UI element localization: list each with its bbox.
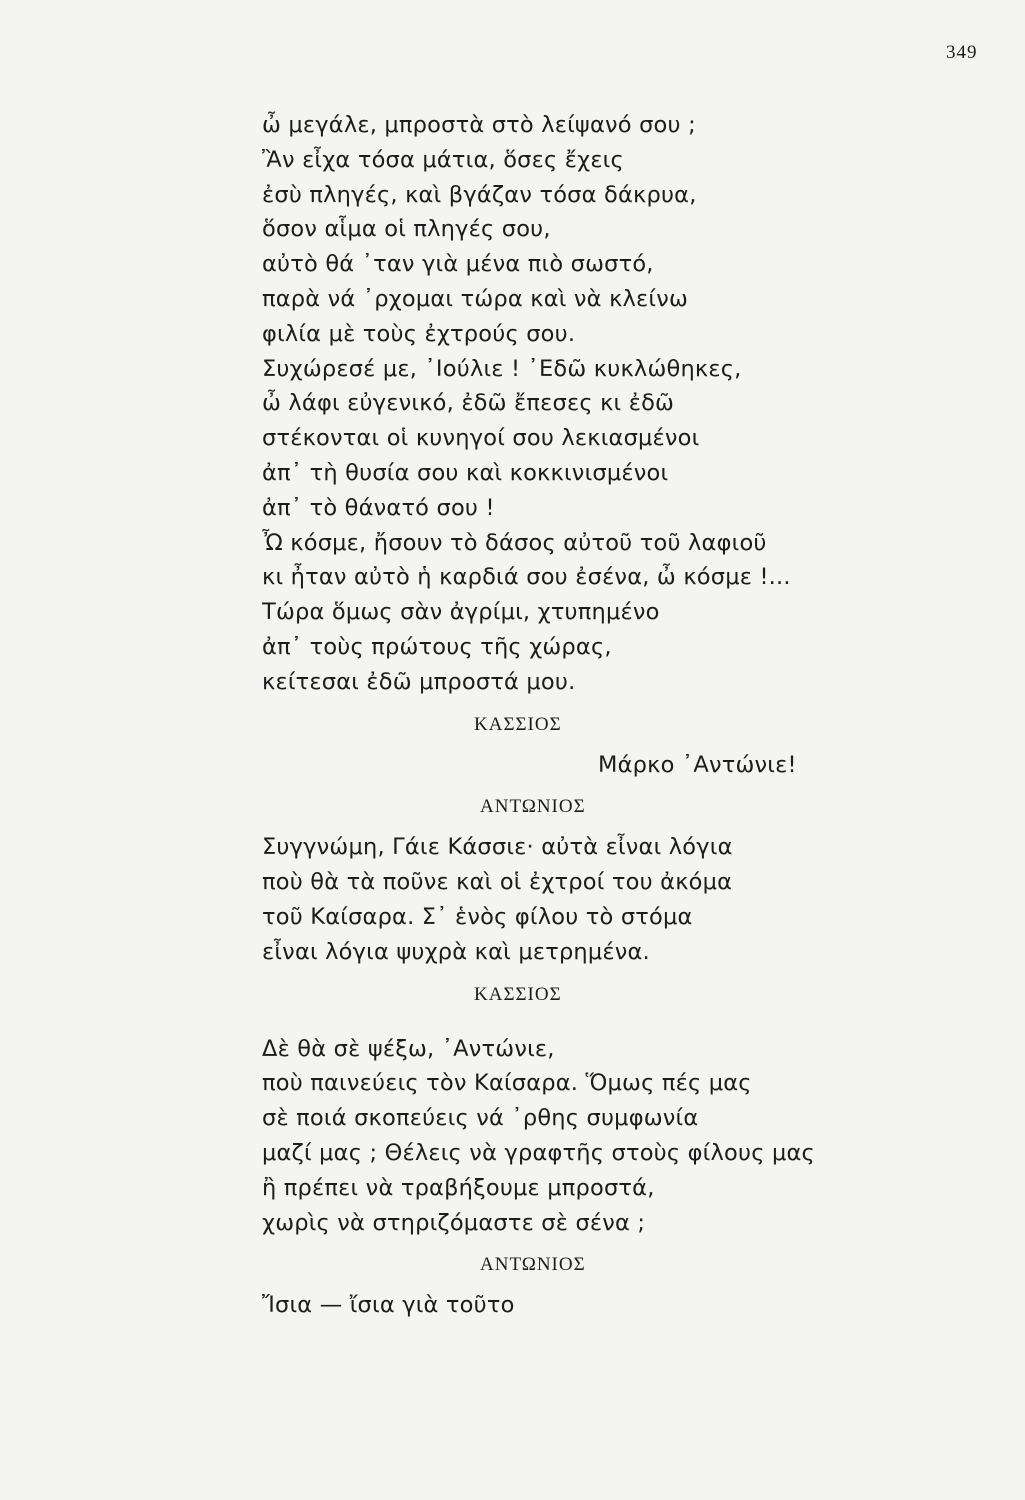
text-line: σὲ ποιά σκοπεύεις νά ᾽ρθης συμφωνία [262,1105,699,1132]
text-line: ποὺ παινεύεις τὸν Καίσαρα. Ὅμως πές μας [262,1070,752,1097]
text-line: μαζί μας ; Θέλεις νὰ γραφτῆς στοὺς φίλους μας [262,1139,815,1166]
text-line: ἀπ᾽ τὴ θυσία σου καὶ κοκκινισμένοι [262,459,669,486]
text-line: ποὺ θὰ τὰ ποῦνε καὶ οἱ ἐχτροί του ἀκόμα [262,869,733,896]
speech [262,830,962,969]
text-line: εἶναι λόγια ψυχρὰ καὶ μετρημένα. [262,938,650,965]
text-line: ὦ μεγάλε, μπροστὰ στὸ λείψανό σου ; [262,112,696,138]
text-line: Μάρκο ᾽Αντώνιε! [598,751,797,778]
text-line: ἐσὺ πληγές, καὶ βγάζαν τόσα δάκρυα, [262,181,697,208]
text-line: κείτεσαι ἐδῶ μπροστά μου. [262,668,576,695]
speech [262,1288,962,1323]
text-line: χωρὶς νὰ στηριζόμαστε σὲ σένα ; [262,1209,646,1236]
text-line: Ὦ κόσμε, ἤσουν τὸ δάσος αὐτοῦ τοῦ λαφιοῦ [262,529,767,556]
text-line: Ἂν εἶχα τόσα μάτια, ὅσες ἔχεις [262,146,624,173]
text-line: Δὲ θὰ σὲ ψέξω, ᾽Αντώνιε, [262,1035,555,1062]
text-line: Ἴσια — ἴσια γιὰ τοῦτο [262,1292,515,1319]
monologue [262,108,962,700]
text-line: τοῦ Καίσαρα. Σ᾽ ἑνὸς φίλου τὸ στόμα [262,903,693,930]
speech [262,1032,962,1241]
text-line: ὅσον αἷμα οἱ πληγές σου, [262,216,551,243]
text-line: ἀπ᾽ τοὺς πρώτους τῆς χώρας, [262,633,612,660]
text-line: Συχώρεσέ με, ᾽Ιούλιε ! ᾽Εδῶ κυκλώθηκες, [262,355,742,382]
text-line: ἀπ᾽ τὸ θάνατό σου ! [262,494,495,521]
page-number: 349 [946,42,978,63]
speaker-name: ΚΑΣΣΙΟΣ [474,983,562,1005]
text-line: ὦ λάφι εὐγενικό, ἐδῶ ἔπεσες κι ἐδῶ [262,390,675,417]
speaker-name: ΚΑΣΣΙΟΣ [474,713,562,735]
play-text [262,108,962,1323]
text-line: παρὰ νά ᾽ρχομαι τώρα καὶ νὰ κλείνω [262,285,689,312]
text-line: Συγγνώμη, Γάιε Κάσσιε· αὐτὰ εἶναι λόγια [262,834,733,861]
speaker-name: ΑΝΤΩΝΙΟΣ [480,796,586,818]
speaker-name: ΑΝΤΩΝΙΟΣ [480,1254,586,1276]
text-line: στέκονται οἱ κυνηγοί σου λεκιασμένοι [262,425,700,452]
text-line: ἢ πρέπει νὰ τραβήξουμε μπροστά, [262,1174,655,1201]
text-line: Τώρα ὅμως σὰν ἀγρίμι, χτυπημένο [262,599,660,626]
text-line: αὐτὸ θά ᾽ταν γιὰ μένα πιὸ σωστό, [262,251,654,278]
text-line: φιλία μὲ τοὺς ἐχτρούς σου. [262,320,576,347]
text-line: κι ἦταν αὐτὸ ἡ καρδιά σου ἐσένα, ὦ κόσμε !... [262,564,791,591]
